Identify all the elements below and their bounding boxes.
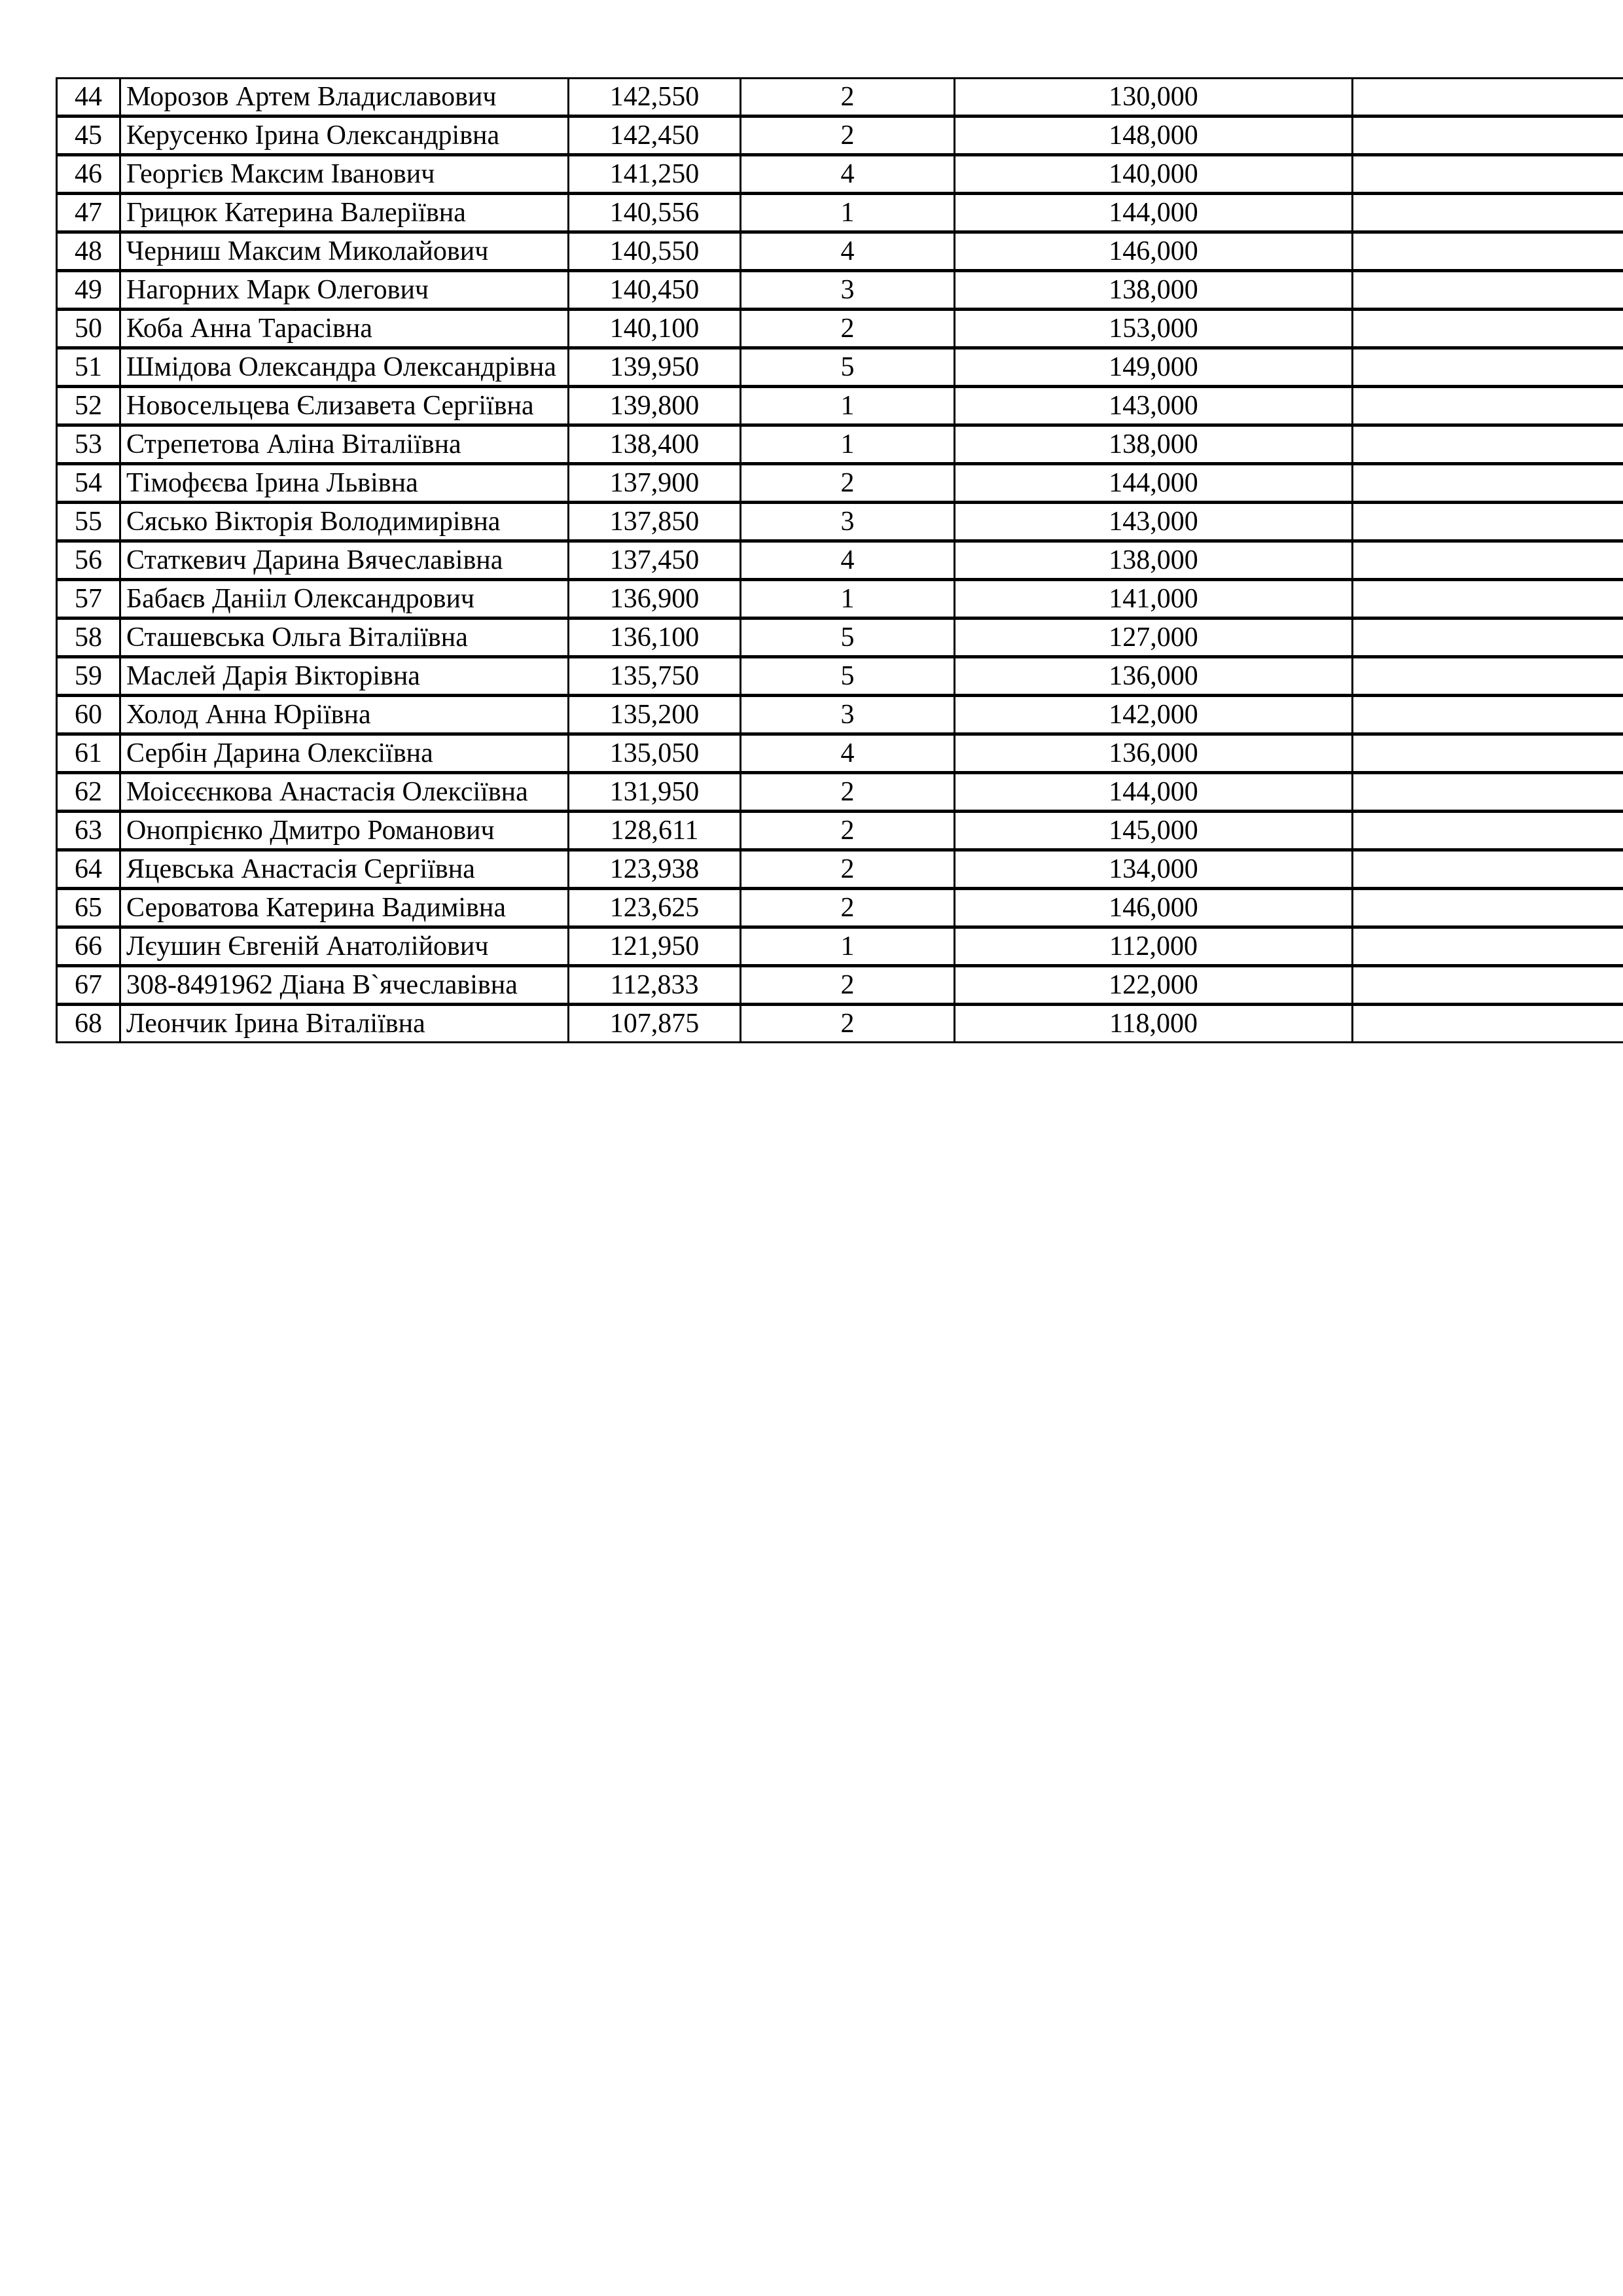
- note-cell: [1353, 734, 1623, 773]
- applicant-name-cell: Сташевська Ольга Віталіївна: [120, 619, 569, 657]
- applicant-name-cell: Лєушин Євгеній Анатолійович: [120, 927, 569, 966]
- row-number-cell: 67: [57, 966, 120, 1005]
- applicant-name-cell: Новосельцева Єлизавета Сергіївна: [120, 387, 569, 425]
- competitive-score-cell: 139,950: [569, 348, 741, 387]
- note-cell: [1353, 79, 1623, 117]
- table-row: [57, 348, 1623, 387]
- priority-cell: 2: [741, 79, 955, 117]
- row-number-cell: 64: [57, 850, 120, 889]
- secondary-score-cell: 138,000: [955, 425, 1353, 464]
- row-number-cell: 58: [57, 619, 120, 657]
- note-cell: [1353, 773, 1623, 812]
- table-row: [57, 155, 1623, 194]
- row-number-cell: 55: [57, 503, 120, 541]
- row-number-cell: 62: [57, 773, 120, 812]
- priority-cell: 3: [741, 503, 955, 541]
- secondary-score-cell: 148,000: [955, 117, 1353, 155]
- applicant-name-cell: Сясько Вікторія Володимирівна: [120, 503, 569, 541]
- table-row: [57, 927, 1623, 966]
- secondary-score-cell: 143,000: [955, 387, 1353, 425]
- secondary-score-cell: 136,000: [955, 657, 1353, 696]
- row-number-cell: 59: [57, 657, 120, 696]
- competitive-score-cell: 140,550: [569, 232, 741, 271]
- table-row: [57, 117, 1623, 155]
- priority-cell: 2: [741, 464, 955, 503]
- note-cell: [1353, 387, 1623, 425]
- priority-cell: 2: [741, 966, 955, 1005]
- table-row: [57, 889, 1623, 927]
- priority-cell: 2: [741, 850, 955, 889]
- row-number-cell: 57: [57, 580, 120, 619]
- priority-cell: 2: [741, 889, 955, 927]
- competitive-score-cell: 107,875: [569, 1005, 741, 1043]
- competitive-score-cell: 141,250: [569, 155, 741, 194]
- applicant-name-cell: Нагорних Марк Олегович: [120, 271, 569, 310]
- competitive-score-cell: 123,938: [569, 850, 741, 889]
- row-number-cell: 52: [57, 387, 120, 425]
- table-row: [57, 619, 1623, 657]
- secondary-score-cell: 118,000: [955, 1005, 1353, 1043]
- applicant-name-cell: Статкевич Дарина Вячеславівна: [120, 541, 569, 580]
- applicant-name-cell: Моісєєнкова Анастасія Олексіївна: [120, 773, 569, 812]
- secondary-score-cell: 144,000: [955, 194, 1353, 232]
- applicant-name-cell: Бабаєв Данііл Олександрович: [120, 580, 569, 619]
- priority-cell: 5: [741, 657, 955, 696]
- applicant-name-cell: Сербін Дарина Олексіївна: [120, 734, 569, 773]
- priority-cell: 4: [741, 232, 955, 271]
- competitive-score-cell: 131,950: [569, 773, 741, 812]
- priority-cell: 1: [741, 580, 955, 619]
- row-number-cell: 45: [57, 117, 120, 155]
- table-row: [57, 425, 1623, 464]
- note-cell: [1353, 155, 1623, 194]
- competitive-score-cell: 135,050: [569, 734, 741, 773]
- note-cell: [1353, 425, 1623, 464]
- table-row: [57, 194, 1623, 232]
- priority-cell: 2: [741, 1005, 955, 1043]
- priority-cell: 1: [741, 387, 955, 425]
- applicant-name-cell: Шмідова Олександра Олександрівна: [120, 348, 569, 387]
- table-row: [57, 79, 1623, 117]
- priority-cell: 3: [741, 271, 955, 310]
- table-row: [57, 812, 1623, 850]
- secondary-score-cell: 146,000: [955, 889, 1353, 927]
- applicant-name-cell: Тімофєєва Ірина Львівна: [120, 464, 569, 503]
- note-cell: [1353, 117, 1623, 155]
- table-row: [57, 464, 1623, 503]
- priority-cell: 3: [741, 696, 955, 734]
- table-row: [57, 773, 1623, 812]
- note-cell: [1353, 696, 1623, 734]
- priority-cell: 1: [741, 194, 955, 232]
- competitive-score-cell: 138,400: [569, 425, 741, 464]
- applicant-name-cell: Стрепетова Аліна Віталіївна: [120, 425, 569, 464]
- priority-cell: 1: [741, 425, 955, 464]
- secondary-score-cell: 141,000: [955, 580, 1353, 619]
- note-cell: [1353, 194, 1623, 232]
- row-number-cell: 44: [57, 79, 120, 117]
- table-row: [57, 850, 1623, 889]
- secondary-score-cell: 144,000: [955, 464, 1353, 503]
- table-row: [57, 966, 1623, 1005]
- secondary-score-cell: 122,000: [955, 966, 1353, 1005]
- row-number-cell: 50: [57, 310, 120, 348]
- secondary-score-cell: 134,000: [955, 850, 1353, 889]
- priority-cell: 1: [741, 927, 955, 966]
- table-row: [57, 503, 1623, 541]
- note-cell: [1353, 966, 1623, 1005]
- secondary-score-cell: 136,000: [955, 734, 1353, 773]
- competitive-score-cell: 112,833: [569, 966, 741, 1005]
- row-number-cell: 56: [57, 541, 120, 580]
- competitive-score-cell: 136,900: [569, 580, 741, 619]
- secondary-score-cell: 127,000: [955, 619, 1353, 657]
- applicant-name-cell: Морозов Артем Владиславович: [120, 79, 569, 117]
- secondary-score-cell: 145,000: [955, 812, 1353, 850]
- table-row: [57, 541, 1623, 580]
- table-row: [57, 734, 1623, 773]
- applicant-name-cell: Георгієв Максим Іванович: [120, 155, 569, 194]
- applicant-name-cell: 308-8491962 Діана В`ячеславівна: [120, 966, 569, 1005]
- row-number-cell: 47: [57, 194, 120, 232]
- note-cell: [1353, 1005, 1623, 1043]
- note-cell: [1353, 232, 1623, 271]
- row-number-cell: 49: [57, 271, 120, 310]
- applicant-name-cell: Керусенко Ірина Олександрівна: [120, 117, 569, 155]
- secondary-score-cell: 144,000: [955, 773, 1353, 812]
- competitive-score-cell: 121,950: [569, 927, 741, 966]
- secondary-score-cell: 138,000: [955, 271, 1353, 310]
- row-number-cell: 53: [57, 425, 120, 464]
- applicant-name-cell: Яцевська Анастасія Сергіївна: [120, 850, 569, 889]
- note-cell: [1353, 657, 1623, 696]
- competitive-score-cell: 137,850: [569, 503, 741, 541]
- competitive-score-cell: 140,556: [569, 194, 741, 232]
- secondary-score-cell: 143,000: [955, 503, 1353, 541]
- secondary-score-cell: 142,000: [955, 696, 1353, 734]
- note-cell: [1353, 310, 1623, 348]
- table-row: [57, 271, 1623, 310]
- applicant-name-cell: Черниш Максим Миколайович: [120, 232, 569, 271]
- competitive-score-cell: 137,900: [569, 464, 741, 503]
- priority-cell: 2: [741, 773, 955, 812]
- row-number-cell: 51: [57, 348, 120, 387]
- row-number-cell: 61: [57, 734, 120, 773]
- secondary-score-cell: 153,000: [955, 310, 1353, 348]
- note-cell: [1353, 541, 1623, 580]
- priority-cell: 4: [741, 541, 955, 580]
- competitive-score-cell: 128,611: [569, 812, 741, 850]
- secondary-score-cell: 149,000: [955, 348, 1353, 387]
- row-number-cell: 48: [57, 232, 120, 271]
- priority-cell: 4: [741, 734, 955, 773]
- row-number-cell: 60: [57, 696, 120, 734]
- secondary-score-cell: 130,000: [955, 79, 1353, 117]
- competitive-score-cell: 136,100: [569, 619, 741, 657]
- table-row: [57, 310, 1623, 348]
- note-cell: [1353, 850, 1623, 889]
- applicant-name-cell: Грицюк Катерина Валеріївна: [120, 194, 569, 232]
- competitive-score-cell: 142,550: [569, 79, 741, 117]
- note-cell: [1353, 580, 1623, 619]
- row-number-cell: 54: [57, 464, 120, 503]
- competitive-score-cell: 142,450: [569, 117, 741, 155]
- priority-cell: 5: [741, 348, 955, 387]
- table-row: [57, 696, 1623, 734]
- table-row: [57, 580, 1623, 619]
- note-cell: [1353, 927, 1623, 966]
- row-number-cell: 68: [57, 1005, 120, 1043]
- priority-cell: 5: [741, 619, 955, 657]
- priority-cell: 4: [741, 155, 955, 194]
- competitive-score-cell: 140,100: [569, 310, 741, 348]
- row-number-cell: 66: [57, 927, 120, 966]
- applicant-name-cell: Холод Анна Юріївна: [120, 696, 569, 734]
- applicant-name-cell: Леончик Ірина Віталіївна: [120, 1005, 569, 1043]
- note-cell: [1353, 348, 1623, 387]
- applicant-name-cell: Маслей Дарія Вікторівна: [120, 657, 569, 696]
- note-cell: [1353, 503, 1623, 541]
- applicant-name-cell: Онопрієнко Дмитро Романович: [120, 812, 569, 850]
- ranking-table: [56, 77, 1623, 1043]
- priority-cell: 2: [741, 117, 955, 155]
- note-cell: [1353, 812, 1623, 850]
- applicant-name-cell: Коба Анна Тарасівна: [120, 310, 569, 348]
- secondary-score-cell: 146,000: [955, 232, 1353, 271]
- note-cell: [1353, 889, 1623, 927]
- row-number-cell: 65: [57, 889, 120, 927]
- priority-cell: 2: [741, 310, 955, 348]
- row-number-cell: 63: [57, 812, 120, 850]
- secondary-score-cell: 112,000: [955, 927, 1353, 966]
- applicant-name-cell: Сероватова Катерина Вадимівна: [120, 889, 569, 927]
- secondary-score-cell: 140,000: [955, 155, 1353, 194]
- competitive-score-cell: 137,450: [569, 541, 741, 580]
- priority-cell: 2: [741, 812, 955, 850]
- table-row: [57, 387, 1623, 425]
- table-row: [57, 232, 1623, 271]
- note-cell: [1353, 619, 1623, 657]
- competitive-score-cell: 135,750: [569, 657, 741, 696]
- table-row: [57, 657, 1623, 696]
- note-cell: [1353, 271, 1623, 310]
- secondary-score-cell: 138,000: [955, 541, 1353, 580]
- note-cell: [1353, 464, 1623, 503]
- row-number-cell: 46: [57, 155, 120, 194]
- table-row: [57, 1005, 1623, 1043]
- competitive-score-cell: 135,200: [569, 696, 741, 734]
- ranking-table-body: [57, 79, 1623, 1043]
- competitive-score-cell: 140,450: [569, 271, 741, 310]
- competitive-score-cell: 139,800: [569, 387, 741, 425]
- competitive-score-cell: 123,625: [569, 889, 741, 927]
